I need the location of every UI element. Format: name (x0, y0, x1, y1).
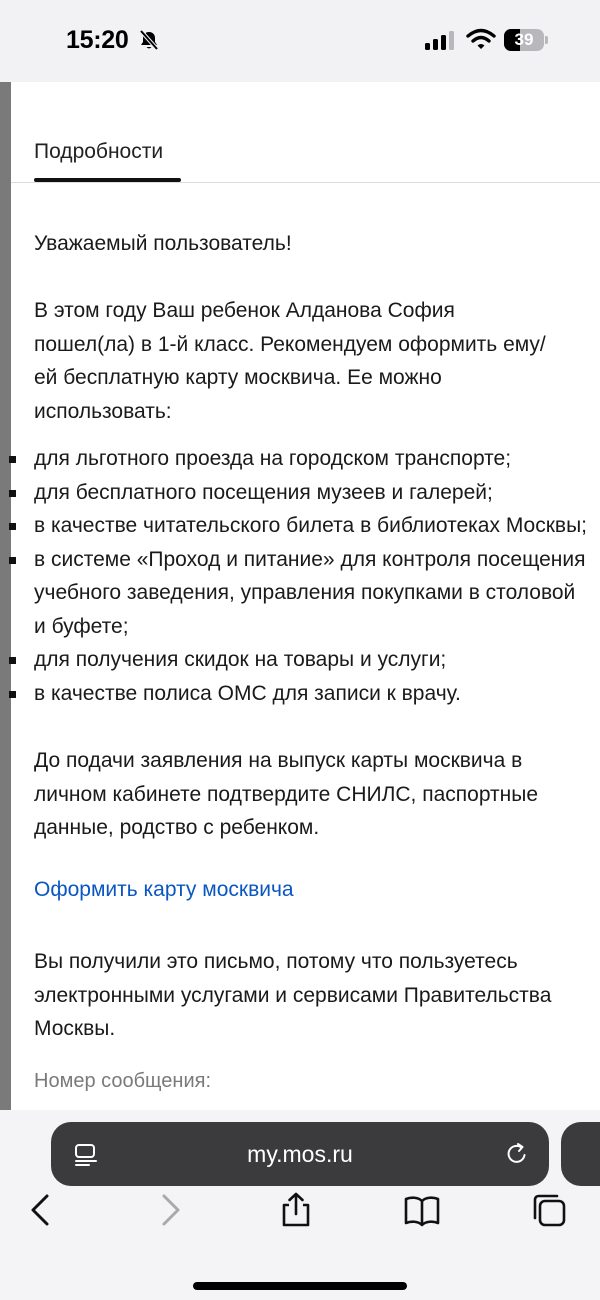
list-item: для бесплатного посещения музеев и галерей; (0, 476, 600, 510)
list-item: в системе «Проход и питание» для контроля посещения учебного заведения, управления покупками в столовой и буфете; (0, 543, 600, 644)
list-item: в качестве полиса ОМС для записи к врачу. (0, 677, 600, 711)
url-text[interactable]: my.mos.ru (247, 1141, 353, 1167)
message-number-label: Номер сообщения: (34, 1070, 212, 1092)
bullet-icon (9, 691, 16, 698)
tab-details[interactable]: Подробности (34, 140, 164, 163)
bell-slash-icon (138, 29, 160, 51)
list-item: в качестве читательского билета в библиотеках Москвы; (0, 509, 600, 543)
wifi-icon (466, 28, 496, 50)
bullet-icon (9, 557, 16, 564)
greeting: Уважаемый пользователь! (34, 232, 292, 255)
tab-active-indicator (34, 178, 181, 182)
order-card-link[interactable]: Оформить карту москвича (34, 878, 294, 901)
bookmarks-icon[interactable] (404, 1192, 440, 1228)
bullet-icon (9, 657, 16, 664)
reload-icon[interactable] (504, 1141, 530, 1167)
list-item: для льготного проезда на городском транспорте; (0, 442, 600, 476)
list-item: для получения скидок на товары и услуги; (0, 643, 600, 677)
status-time: 15:20 (66, 26, 129, 54)
bullet-icon (9, 523, 16, 530)
tabs-icon[interactable] (531, 1192, 567, 1228)
battery-icon (504, 29, 548, 51)
bullet-icon (9, 490, 16, 497)
forward-icon[interactable] (152, 1192, 188, 1228)
back-icon[interactable] (23, 1192, 59, 1228)
cellular-signal-icon (425, 30, 457, 50)
requirements-text: До подачи заявления на выпуск карты москвича в личном кабинете подтвердите СНИЛС, паспортные данные, родство с ребенком. (34, 749, 539, 839)
footer-note: Вы получили это письмо, потому что пользуетесь электронными услугами и сервисами Правительства Москвы. (34, 950, 552, 1040)
next-tab-pill[interactable] (561, 1122, 600, 1186)
intro-text: В этом году Ваш ребенок Алданова София пошел(ла) в 1-й класс. Рекомендуем оформить ему/ей бесплатную карту москвича. Ее можно использовать: (34, 299, 546, 423)
share-icon[interactable] (278, 1192, 314, 1228)
status-bar (0, 0, 600, 82)
address-bar[interactable] (51, 1122, 549, 1186)
message-view[interactable] (0, 82, 600, 1110)
bullet-icon (9, 456, 16, 463)
battery-level: 39 (514, 30, 534, 49)
uses-list (0, 442, 600, 710)
home-indicator (193, 1282, 407, 1290)
tab-bar (11, 82, 600, 183)
